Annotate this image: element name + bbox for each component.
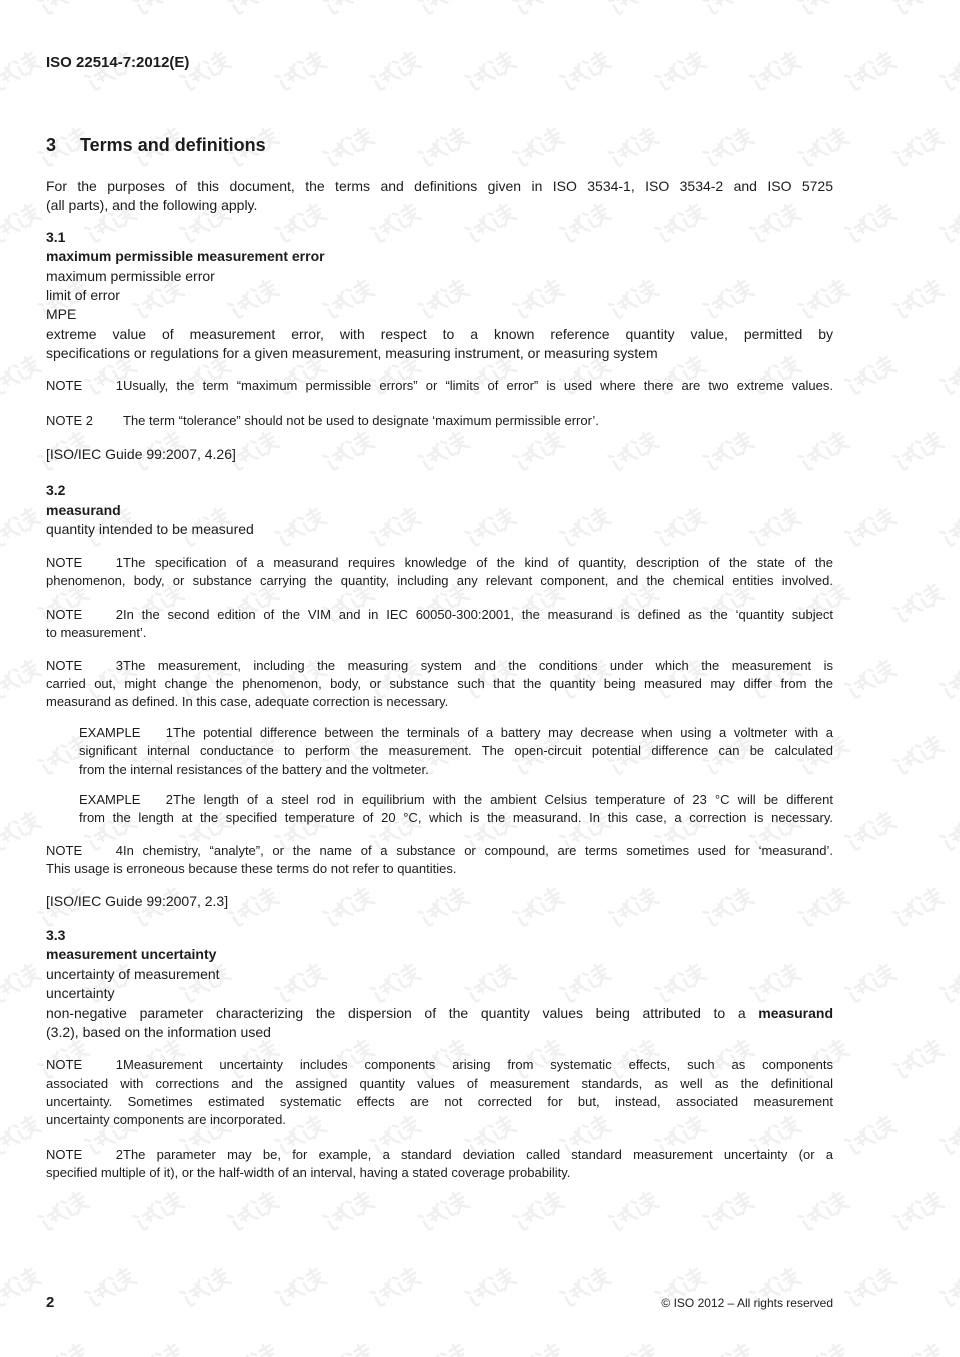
term-3-3 [46,926,833,1042]
note-text: The specification of a measurand requires knowledge of the kind of quantity, description of the state of the [123,554,833,570]
watermark [839,198,899,249]
watermark [934,1110,960,1161]
watermark [887,426,947,477]
note-line: measurand as defined. In this case, adequate correction is necessary. [46,693,449,709]
watermark [839,350,899,401]
note [46,1056,833,1129]
watermark [0,1262,44,1313]
watermark [887,0,947,20]
watermark [934,198,960,249]
term-synonym: limit of error [46,287,120,304]
definition-line: extreme value of measurement error, with respect to a known reference quantity value, permitted by [46,325,833,342]
note-line [46,1146,833,1164]
note-label: NOTE 2 [46,607,123,623]
intro-line: For the purposes of this document, the terms and definitions given in ISO 3534-1, ISO 3534-2 and ISO 5725 [46,178,833,194]
example-text: The potential difference between the terminals of a battery may decrease when using a voltmeter with a [173,725,833,741]
watermark [934,502,960,553]
watermark [934,350,960,401]
page-content [46,0,833,1357]
doc-header: ISO 22514-7:2012(E) [46,54,190,71]
definition-line: (3.2), based on the information used [46,1023,271,1040]
note-text: The term “tolerance” should not be used to designate ‘maximum permissible error’. [123,412,599,428]
term-synonym: maximum permissible error [46,267,215,284]
watermark [839,502,899,553]
note-line [46,554,833,572]
note-text: In the second edition of the VIM and in IEC 60050-300:2001, the measurand is defined as the ‘quantity subject [123,607,833,623]
page-number: 2 [46,1294,55,1311]
watermark [887,1186,947,1237]
watermark [934,1262,960,1313]
note-line: carried out, might change the phenomenon, body, or substance such that the quantity being measured may differ from the [46,675,833,691]
note [46,377,833,395]
example-label: EXAMPLE 2 [79,791,173,807]
note-label: NOTE 3 [46,657,123,673]
example-line: significant internal conductance to perform the measurement. The open-circuit potential difference can be calculated [79,743,833,759]
note-line: to measurement’. [46,625,147,641]
note [46,842,833,878]
note-label: NOTE 2 [46,1147,123,1163]
term-title: maximum permissible measurement error [46,248,325,265]
definition-line [46,1004,833,1023]
note-label: NOTE 1 [46,377,123,393]
note [46,1146,833,1182]
note-label: NOTE 1 [46,554,123,570]
note-line [46,842,833,860]
watermark [0,502,44,553]
note-line: uncertainty. Sometimes estimated systematic effects are not corrected for but, instead, associated measurement [46,1093,833,1109]
note-line [46,657,833,675]
term-number: 3.1 [46,228,66,245]
term-synonym: MPE [46,306,77,323]
source-reference: [ISO/IEC Guide 99:2007, 2.3] [46,892,229,909]
definition-line: specifications or regulations for a given measurement, measuring instrument, or measuring system [46,345,658,362]
intro-paragraph [46,177,833,216]
watermark [887,122,947,173]
definition-bold-term: measurand [758,1004,833,1021]
note [46,412,833,430]
watermark [934,46,960,97]
example-line: from the length at the specified temperature of 20 °C, which is the measurand. In this case, a correction is necessary. [79,809,833,825]
example-line: from the internal resistances of the battery and the voltmeter. [79,761,429,777]
note-line [46,377,833,395]
source-reference: [ISO/IEC Guide 99:2007, 4.26] [46,446,236,463]
note-label: NOTE 2 [46,412,93,428]
watermark [839,806,899,857]
watermark [0,654,44,705]
note-line: specified multiple of it), or the half-width of an interval, having a stated coverage probability. [46,1165,571,1181]
watermark [0,1110,44,1161]
note-line: uncertainty components are incorporated. [46,1111,286,1127]
term-3-2 [46,481,833,539]
note-line: This usage is erroneous because these terms do not refer to quantities. [46,861,457,877]
watermark [934,958,960,1009]
watermark [0,958,44,1009]
example-line [79,724,833,742]
watermark [887,1338,947,1357]
watermark [839,1110,899,1161]
watermark [839,46,899,97]
watermark [839,654,899,705]
watermark [0,46,44,97]
term-synonym: uncertainty [46,985,115,1002]
watermark [887,882,947,933]
watermark [0,198,44,249]
note-text: Usually, the term “maximum permissible errors” or “limits of error” is used where there are two extreme values. [123,377,833,393]
note-text: The measurement, including the measuring system and the conditions under which the measurement is [123,657,833,673]
note [46,554,833,590]
note-line [46,412,833,430]
page-footer [46,1294,833,1311]
note [46,657,833,712]
note-text: Measurement uncertainty includes components arising from systematic effects, such as components [123,1057,833,1073]
section-title: Terms and definitions [80,135,266,155]
note-line [46,1056,833,1074]
example-text: The length of a steel rod in equilibrium with the ambient Celsius temperature of 23 °C will be different [173,791,833,807]
section-number: 3 [46,135,57,155]
watermark [0,806,44,857]
watermark [934,654,960,705]
watermark [839,1262,899,1313]
term-synonym: uncertainty of measurement [46,965,220,982]
watermark [0,350,44,401]
note-text: The parameter may be, for example, a standard deviation called standard measurement uncertainty (or a [123,1147,833,1163]
intro-line: (all parts), and the following apply. [46,197,258,214]
watermark [934,806,960,857]
watermark [887,578,947,629]
example-line [79,791,833,809]
term-title: measurand [46,501,121,518]
watermark [887,1034,947,1085]
note-label: NOTE 4 [46,843,123,859]
watermark [887,274,947,325]
watermark [887,730,947,781]
term-title: measurement uncertainty [46,946,217,963]
example [79,724,833,779]
term-number: 3.2 [46,482,66,499]
term-3-1 [46,228,833,364]
note-line [46,606,833,624]
term-number: 3.3 [46,926,66,943]
definition-line: quantity intended to be measured [46,521,254,538]
note-line: phenomenon, body, or substance carrying the quantity, including any relevant component, and the chemical entities involved. [46,572,833,588]
note-line: associated with corrections and the assigned quantity values of measurement standards, as well as the definitional [46,1075,833,1091]
definition-text: non-negative parameter characterizing the dispersion of the quantity values being attributed to a [46,1004,759,1021]
note [46,606,833,642]
example [79,791,833,827]
example-label: EXAMPLE 1 [79,725,173,741]
note-text: In chemistry, “analyte”, or the name of a substance or compound, are terms sometimes used for ‘measurand’. [123,843,833,859]
copyright-notice: © ISO 2012 – All rights reserved [661,1296,833,1310]
section-heading [46,135,833,155]
note-label: NOTE 1 [46,1057,123,1073]
watermark [839,958,899,1009]
